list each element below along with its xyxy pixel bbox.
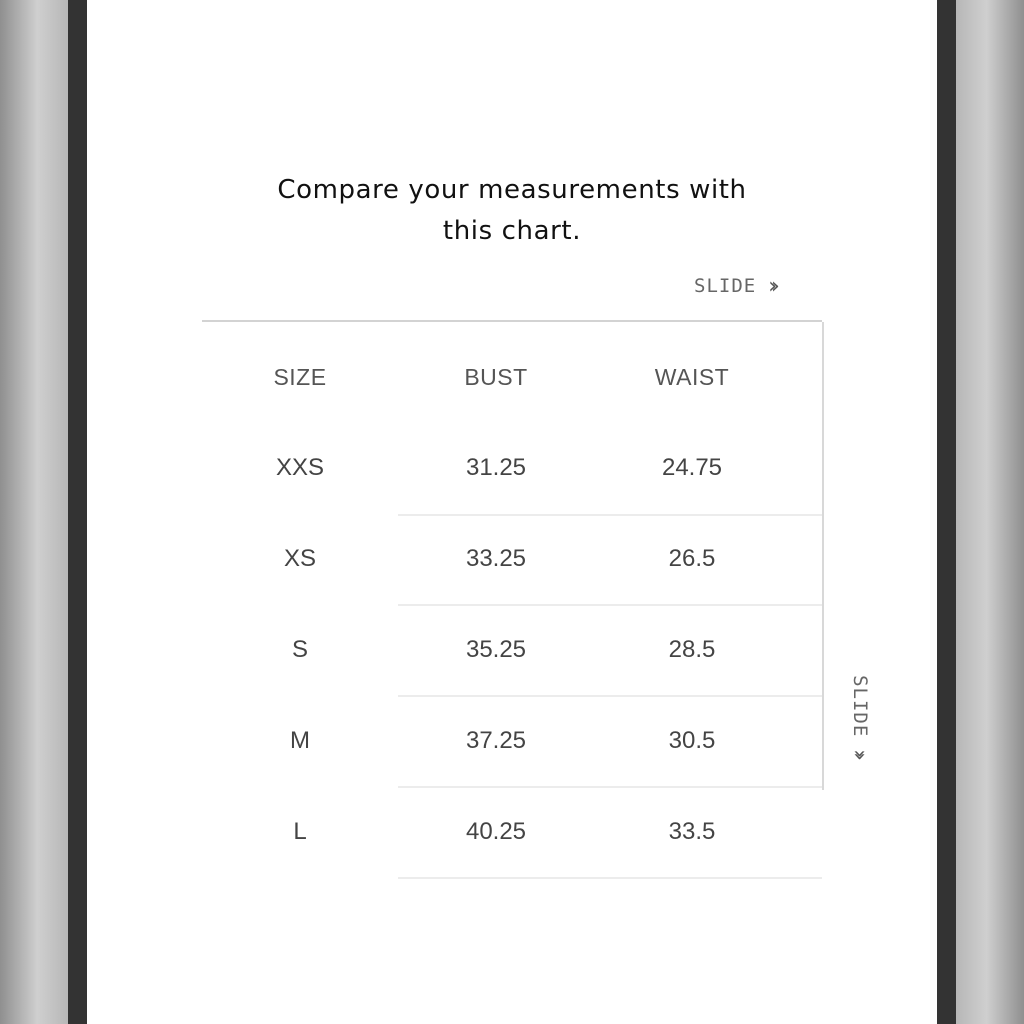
header-size: SIZE: [273, 364, 327, 390]
table-row: [202, 514, 822, 604]
page-title: [0, 170, 1024, 252]
background-right: [956, 0, 1024, 1024]
side-slide-hint[interactable]: [845, 670, 875, 760]
bust-cell: 33.25: [465, 545, 527, 572]
side-slide-hint-label: SLIDE: [849, 675, 871, 738]
title-line-1: Compare your measurements with: [277, 175, 747, 205]
waist-cell: 28.5: [668, 636, 716, 663]
bust-cell: 40.25: [465, 818, 527, 845]
table-row: [202, 787, 822, 877]
row-divider: [398, 877, 822, 879]
size-cell: XS: [283, 545, 316, 572]
waist-cell: 33.5: [668, 818, 716, 845]
title-line-2: this chart.: [442, 216, 582, 246]
double-chevron-down-icon: ››: [847, 749, 873, 755]
header-bust: BUST: [464, 364, 528, 390]
table-scroll-edge: [822, 322, 824, 790]
size-cell: XXS: [275, 454, 325, 481]
waist-cell: 26.5: [668, 545, 716, 572]
waist-cell: 24.75: [661, 454, 723, 481]
table-row: [202, 605, 822, 695]
slide-hint[interactable]: [694, 272, 774, 300]
bust-cell: 35.25: [465, 636, 527, 663]
double-chevron-right-icon: ››: [768, 273, 774, 299]
size-cell: M: [290, 727, 310, 754]
header-waist: WAIST: [654, 364, 730, 390]
bust-cell: 31.25: [465, 454, 527, 481]
bust-cell: 37.25: [465, 727, 527, 754]
table-top-divider: [202, 320, 822, 322]
table-row: [202, 423, 822, 513]
size-cell: L: [293, 818, 307, 845]
slide-hint-label: SLIDE: [694, 275, 757, 297]
size-cell: S: [291, 636, 308, 663]
table-row: [202, 696, 822, 786]
background-left: [0, 0, 68, 1024]
waist-cell: 30.5: [668, 727, 716, 754]
table-header-row: [202, 332, 822, 422]
